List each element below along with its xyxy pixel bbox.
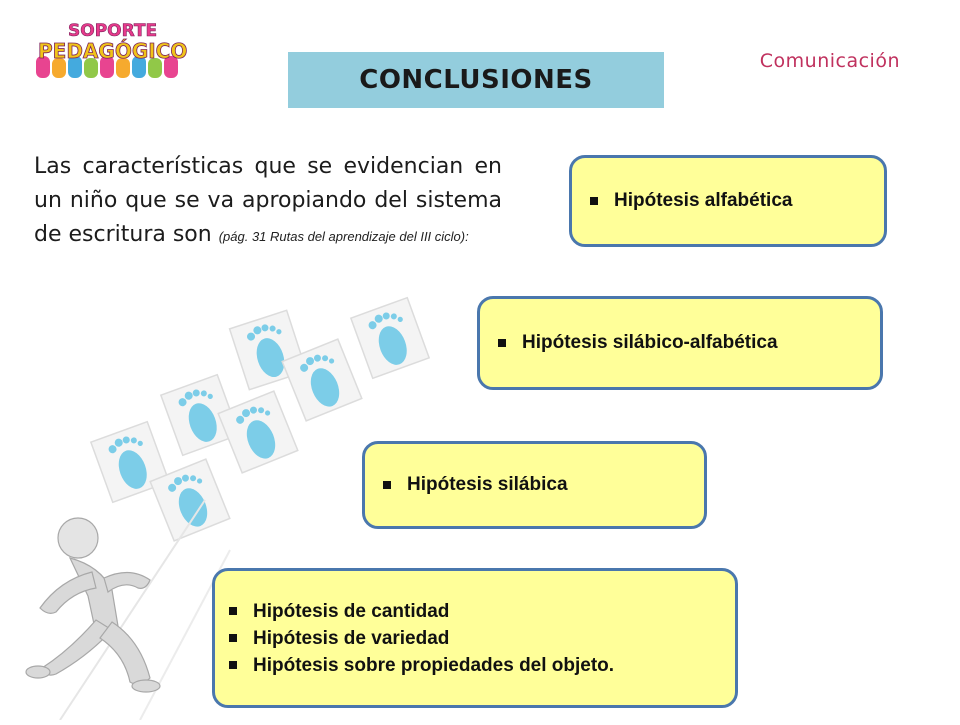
bullet-icon <box>229 661 237 669</box>
svg-text:SOPORTE: SOPORTE <box>68 21 158 41</box>
page-title: CONCLUSIONES <box>359 65 593 95</box>
list-item: Hipótesis de variedad <box>229 625 614 652</box>
stage-box-alfabetica <box>569 155 887 247</box>
footprint-icon <box>218 391 298 473</box>
stage-list <box>365 472 568 498</box>
bullet-icon <box>229 634 237 642</box>
list-item: Hipótesis sobre propiedades del objeto. <box>229 652 614 679</box>
bullet-icon <box>498 339 506 347</box>
intro-paragraph <box>34 150 502 254</box>
stage-list <box>572 188 792 214</box>
title-banner <box>288 52 664 108</box>
svg-text:PEDAGÓGICO: PEDAGÓGICO <box>38 39 188 63</box>
stage-list <box>480 330 778 356</box>
footprint-icon <box>351 298 429 379</box>
intro-reference: (pág. 31 Rutas del aprendizaje del III ciclo): <box>218 229 469 244</box>
running-person-icon <box>26 518 160 692</box>
stage-box-silabica <box>362 441 707 529</box>
intro-text: Las características que se evidencian en un niño que se va apropiando del sistema de escritura son <box>34 154 502 247</box>
stage-list <box>215 598 614 679</box>
bullet-icon <box>229 607 237 615</box>
bullet-icon <box>590 197 598 205</box>
stage-box-presilabica <box>212 568 738 708</box>
list-item: Hipótesis alfabética <box>590 188 792 214</box>
subject-label: Comunicación <box>759 50 900 72</box>
stage-box-silabico-alfabetica <box>477 296 883 390</box>
list-item: Hipótesis silábica <box>383 472 568 498</box>
list-item: Hipótesis silábico-alfabética <box>498 330 778 356</box>
list-item: Hipótesis de cantidad <box>229 598 614 625</box>
bullet-icon <box>383 481 391 489</box>
soporte-pedagogico-logo <box>28 14 188 84</box>
